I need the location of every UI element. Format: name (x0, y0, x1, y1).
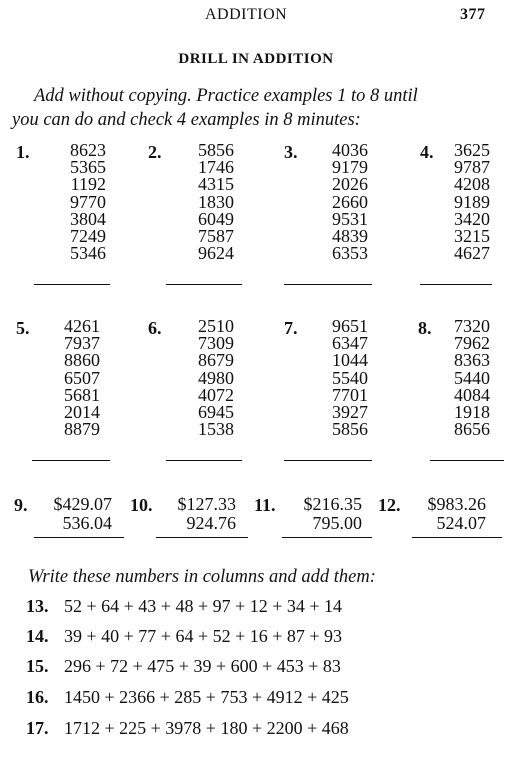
column-instruction: Write these numbers in columns and add them: (28, 567, 376, 587)
addend: 8363 (454, 350, 490, 371)
sum-expression: 52 + 64 + 43 + 48 + 97 + 12 + 34 + 14 (64, 596, 343, 616)
addend: 8860 (64, 350, 100, 371)
addend: 7309 (198, 333, 234, 354)
addend: 9179 (332, 157, 368, 178)
addend-column (254, 495, 362, 533)
addend: 9787 (454, 157, 490, 178)
addend: 2014 (64, 401, 100, 422)
addend: 536.04 (62, 513, 112, 533)
addend-column (42, 318, 100, 438)
addend: 7701 (332, 384, 368, 405)
addend: 6507 (64, 367, 100, 388)
addend: 1192 (70, 174, 106, 195)
addend: 8879 (64, 419, 100, 440)
addend: 1044 (332, 350, 368, 371)
sum-rule (282, 537, 372, 538)
addend: $429.07 (53, 494, 112, 514)
sum-expression: 39 + 40 + 77 + 64 + 52 + 16 + 87 + 93 (64, 626, 343, 646)
sum-rule (284, 460, 372, 461)
addend: 5540 (332, 367, 368, 388)
running-header-title: ADDITION (205, 6, 288, 23)
addend: 924.76 (186, 513, 236, 533)
sum-rule (420, 284, 492, 285)
addend: 7249 (70, 225, 106, 246)
addend-column (310, 142, 368, 262)
problem-2 (148, 142, 248, 292)
problem-label: 1. (16, 142, 30, 162)
problem-label: 9. (14, 495, 28, 515)
addend: 4839 (332, 225, 368, 246)
problem-9 (14, 495, 124, 541)
sum-rule (284, 284, 372, 285)
problem-label: 8. (418, 318, 432, 338)
addend: 2510 (198, 316, 234, 336)
addend-column (14, 495, 112, 533)
sum-expression: 1450 + 2366 + 285 + 753 + 4912 + 425 (64, 687, 349, 707)
problem-label: 2. (148, 142, 162, 162)
addend: 8656 (454, 419, 490, 440)
sum-problem-13 (26, 596, 342, 617)
problem-label: 15. (26, 656, 49, 676)
problem-label: 6. (148, 318, 162, 338)
page-number: 377 (460, 6, 486, 23)
addend-column (310, 318, 368, 438)
addend-column (430, 318, 490, 438)
addend: 5856 (332, 419, 368, 440)
addend: 4980 (198, 367, 234, 388)
addend: 8679 (198, 350, 234, 371)
instruction-line-2: you can do and check 4 examples in 8 minutes: (12, 110, 361, 130)
addend: 9770 (70, 191, 106, 212)
addend: $216.35 (303, 494, 362, 514)
addend: 4315 (198, 174, 234, 195)
addend: 5856 (198, 140, 234, 160)
problem-5 (16, 318, 116, 468)
addend: 7937 (64, 333, 100, 354)
problem-label: 3. (284, 142, 298, 162)
sum-rule (34, 537, 124, 538)
section-title: DRILL IN ADDITION (178, 51, 334, 67)
addend: 7587 (198, 225, 234, 246)
problem-12 (378, 495, 506, 541)
problem-1 (16, 142, 116, 292)
addend: 1830 (198, 191, 234, 212)
problem-3 (284, 142, 384, 292)
sum-expression: 1712 + 225 + 3978 + 180 + 2200 + 468 (64, 718, 349, 738)
addend: 3420 (454, 208, 490, 229)
problem-label: 12. (378, 495, 401, 515)
addend: 1746 (198, 157, 234, 178)
addend: 2026 (332, 174, 368, 195)
problem-label: 10. (130, 495, 153, 515)
addend-column (48, 142, 106, 262)
addend: 4261 (64, 316, 100, 336)
addend: 7320 (454, 316, 490, 336)
addend: 1538 (198, 419, 234, 440)
addend: 6353 (332, 243, 368, 264)
addend: 9624 (198, 243, 234, 264)
sum-rule (166, 460, 242, 461)
addend-column (432, 142, 490, 262)
sum-problem-14 (26, 626, 342, 647)
instruction-line-1: Add without copying. Practice examples 1 to 8 until (34, 86, 418, 106)
addend: $127.33 (177, 494, 236, 514)
addend-column (176, 318, 234, 438)
problem-8 (418, 318, 512, 468)
sum-rule (166, 284, 242, 285)
addend: $983.26 (427, 494, 486, 514)
addend: 4208 (454, 174, 490, 195)
problem-label: 14. (26, 626, 49, 646)
addend: 9189 (454, 191, 490, 212)
addend: 5346 (70, 243, 106, 264)
problem-label: 16. (26, 687, 49, 707)
problem-label: 13. (26, 596, 49, 616)
addend: 8623 (70, 140, 106, 160)
addend: 3927 (332, 401, 368, 422)
problem-label: 17. (26, 718, 49, 738)
addend: 4627 (454, 243, 490, 264)
sum-rule (34, 284, 110, 285)
addend: 6347 (332, 333, 368, 354)
addend: 9531 (332, 208, 368, 229)
sum-problem-15 (26, 656, 341, 677)
problem-label: 7. (284, 318, 298, 338)
problem-7 (284, 318, 384, 468)
addend: 5440 (454, 367, 490, 388)
addend: 5365 (70, 157, 106, 178)
addend: 1918 (454, 401, 490, 422)
sum-rule (32, 460, 110, 461)
problem-6 (148, 318, 248, 468)
addend: 4036 (332, 140, 368, 160)
addend: 7962 (454, 333, 490, 354)
addend: 3625 (454, 140, 490, 160)
addend: 6049 (198, 208, 234, 229)
problem-label: 4. (420, 142, 434, 162)
sum-rule (156, 537, 248, 538)
sum-expression: 296 + 72 + 475 + 39 + 600 + 453 + 83 (64, 656, 341, 676)
addend: 9651 (332, 316, 368, 336)
addend-column (176, 142, 234, 262)
sum-problem-17 (26, 718, 349, 739)
addend: 2660 (332, 191, 368, 212)
addend: 4072 (198, 384, 234, 405)
problem-10 (130, 495, 250, 541)
addend: 795.00 (312, 513, 362, 533)
addend: 4084 (454, 384, 490, 405)
problem-label: 5. (16, 318, 30, 338)
sum-rule (412, 537, 502, 538)
addend: 524.07 (436, 513, 486, 533)
problem-label: 11. (254, 495, 276, 515)
sum-problem-16 (26, 687, 349, 708)
problem-4 (420, 142, 512, 292)
addend-column (378, 495, 486, 533)
addend: 6945 (198, 401, 234, 422)
addend: 5681 (64, 384, 100, 405)
addend-column (130, 495, 236, 533)
problem-11 (254, 495, 376, 541)
addend: 3215 (454, 225, 490, 246)
addend: 3804 (70, 208, 106, 229)
sum-rule (430, 460, 504, 461)
